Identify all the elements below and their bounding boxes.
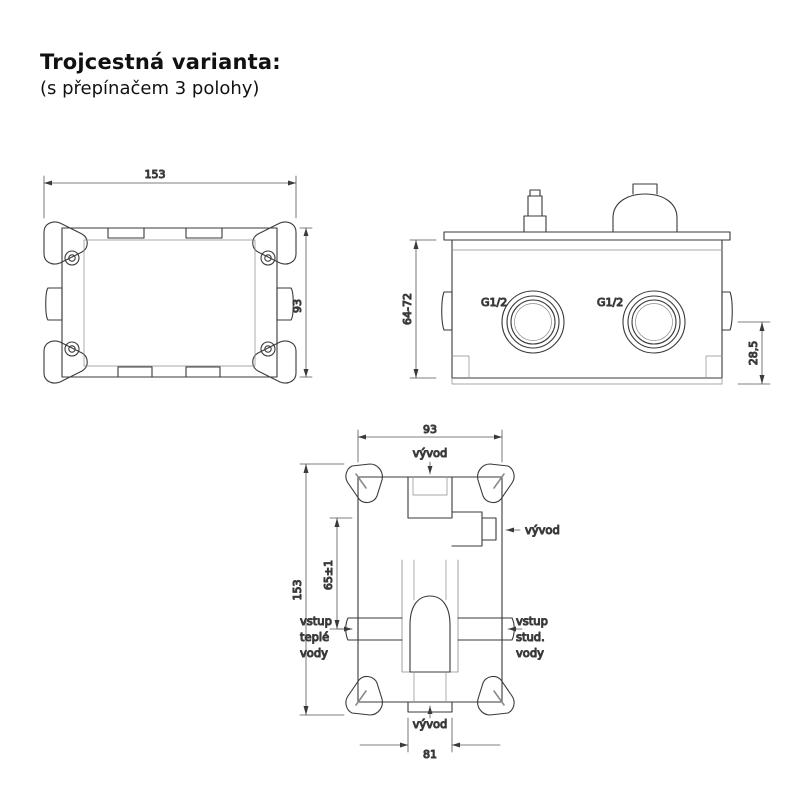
side-height-dim: 64-72 [401, 293, 414, 325]
plan-view-geometry [346, 464, 515, 715]
callout-inlet-cold [516, 614, 548, 660]
callout-inlet-hot-line2: teplé [300, 630, 330, 644]
callout-outlet-right: vývod [525, 523, 560, 537]
callout-inlet-hot-line3: vody [300, 646, 328, 660]
callout-inlet-cold-line3: vody [516, 646, 544, 660]
front-width-dim: 153 [144, 168, 166, 181]
plan-top-width-dim: 93 [423, 423, 437, 436]
front-view-geometry [44, 222, 296, 383]
side-view-geometry [442, 184, 733, 384]
callout-outlet-top: vývod [412, 446, 448, 460]
side-depth-dim: 28,5 [747, 340, 760, 366]
page-subtitle: (s přepínačem 3 polohy) [40, 78, 260, 100]
callout-inlet-cold-line1: vstup [516, 614, 548, 628]
plan-bottom-width-dim: 81 [423, 748, 437, 761]
callout-inlet-hot [300, 614, 332, 660]
plan-view-callouts [338, 462, 522, 718]
page-title: Trojcestná varianta: [40, 50, 281, 74]
callout-inlet-cold-line2: stud. [516, 630, 545, 644]
side-view-dimensions [410, 240, 770, 384]
callout-inlet-hot-line1: vstup [300, 614, 332, 628]
plan-height-dim: 153 [291, 579, 304, 601]
thread-label-right: G1/2 [597, 296, 624, 309]
front-height-dim: 93 [291, 299, 304, 313]
thread-label-left: G1/2 [481, 296, 508, 309]
callout-outlet-bottom: vývod [412, 717, 448, 731]
plan-center-dim: 65±1 [322, 559, 335, 591]
